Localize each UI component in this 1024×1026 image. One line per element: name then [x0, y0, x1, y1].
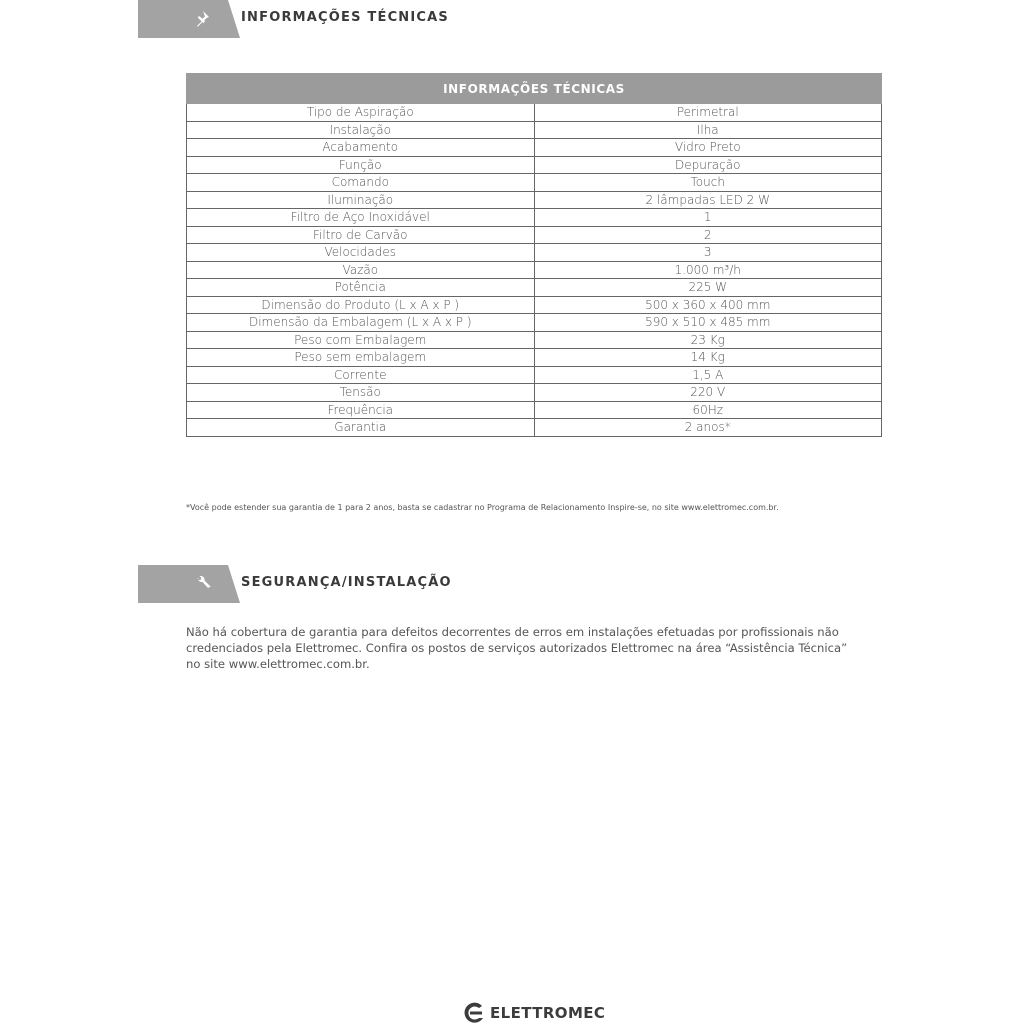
spec-value-cell: 2 lâmpadas LED 2 W	[534, 191, 882, 209]
table-row	[187, 419, 882, 437]
brand-logo	[462, 1000, 605, 1026]
wrench-icon	[194, 574, 214, 594]
spec-value-cell: Touch	[534, 174, 882, 192]
spec-label-cell: Velocidades	[187, 244, 535, 262]
spec-label-cell: Tensão	[187, 384, 535, 402]
spec-label-cell: Vazão	[187, 261, 535, 279]
section-title: SEGURANÇA/INSTALAÇÃO	[241, 575, 452, 590]
table-row	[187, 209, 882, 227]
spec-label-cell: Garantia	[187, 419, 535, 437]
table-row	[187, 121, 882, 139]
section-header-safety-installation	[138, 565, 838, 603]
section-tab	[138, 565, 240, 603]
spec-value-cell: Perimetral	[534, 104, 882, 122]
spec-value-cell: 3	[534, 244, 882, 262]
spec-label-cell: Filtro de Aço Inoxidável	[187, 209, 535, 227]
spec-label-cell: Instalação	[187, 121, 535, 139]
table-row	[187, 296, 882, 314]
spec-value-cell: 23 Kg	[534, 331, 882, 349]
spec-value-cell: 14 Kg	[534, 349, 882, 367]
spec-label-cell: Dimensão da Embalagem (L x A x P )	[187, 314, 535, 332]
spec-value-cell: 2 anos*	[534, 419, 882, 437]
table-row	[187, 226, 882, 244]
pin-icon	[194, 9, 214, 29]
spec-value-cell: 2	[534, 226, 882, 244]
installation-warranty-text: Não há cobertura de garantia para defeitos decorrentes de erros em instalações efetuadas por profissionais não credenciados pela Elettromec. Confira os postos de serviços autorizados Elettromec na área “Assistência Técnica” no site www.elettromec.com.br.	[186, 625, 848, 671]
spec-value-cell: Vidro Preto	[534, 139, 882, 157]
spec-value-cell: 1.000 m³/h	[534, 261, 882, 279]
spec-label-cell: Peso com Embalagem	[187, 331, 535, 349]
spec-label-cell: Acabamento	[187, 139, 535, 157]
table-row	[187, 139, 882, 157]
table-header: INFORMAÇÕES TÉCNICAS	[187, 74, 882, 104]
spec-label-cell: Potência	[187, 279, 535, 297]
spec-value-cell: 500 x 360 x 400 mm	[534, 296, 882, 314]
spec-value-cell: Depuração	[534, 156, 882, 174]
spec-label-cell: Tipo de Aspiração	[187, 104, 535, 122]
spec-label-cell: Iluminação	[187, 191, 535, 209]
table-row	[187, 331, 882, 349]
table-row	[187, 174, 882, 192]
spec-label-cell: Comando	[187, 174, 535, 192]
section-tab	[138, 0, 240, 38]
table-row	[187, 314, 882, 332]
spec-label-cell: Filtro de Carvão	[187, 226, 535, 244]
brand-name: ELETTROMEC	[490, 1004, 606, 1022]
spec-value-cell: 1	[534, 209, 882, 227]
table-row	[187, 384, 882, 402]
table-row	[187, 401, 882, 419]
section-header-technical-info	[138, 0, 838, 38]
table-row	[187, 191, 882, 209]
spec-label-cell: Frequência	[187, 401, 535, 419]
table-row	[187, 244, 882, 262]
spec-label-cell: Função	[187, 156, 535, 174]
table-body	[187, 104, 882, 437]
spec-label-cell: Peso sem embalagem	[187, 349, 535, 367]
table-header-row	[187, 74, 882, 104]
table-row	[187, 156, 882, 174]
table-row	[187, 279, 882, 297]
spec-value-cell: 220 V	[534, 384, 882, 402]
spec-value-cell: 225 W	[534, 279, 882, 297]
warranty-footnote: *Você pode estender sua garantia de 1 para 2 anos, basta se cadastrar no Programa de Relacionamento Inspire-se, no site www.elettromec.com.br.	[186, 503, 779, 512]
table-row	[187, 349, 882, 367]
elettromec-logo-icon	[462, 1002, 486, 1024]
table-row	[187, 366, 882, 384]
spec-label-cell: Dimensão do Produto (L x A x P )	[187, 296, 535, 314]
table-row	[187, 261, 882, 279]
spec-value-cell: 590 x 510 x 485 mm	[534, 314, 882, 332]
table-row	[187, 104, 882, 122]
spec-value-cell: 1,5 A	[534, 366, 882, 384]
spec-value-cell: 60Hz	[534, 401, 882, 419]
spec-value-cell: Ilha	[534, 121, 882, 139]
spec-label-cell: Corrente	[187, 366, 535, 384]
technical-specs-table	[186, 73, 882, 437]
section-title: INFORMAÇÕES TÉCNICAS	[241, 10, 449, 25]
